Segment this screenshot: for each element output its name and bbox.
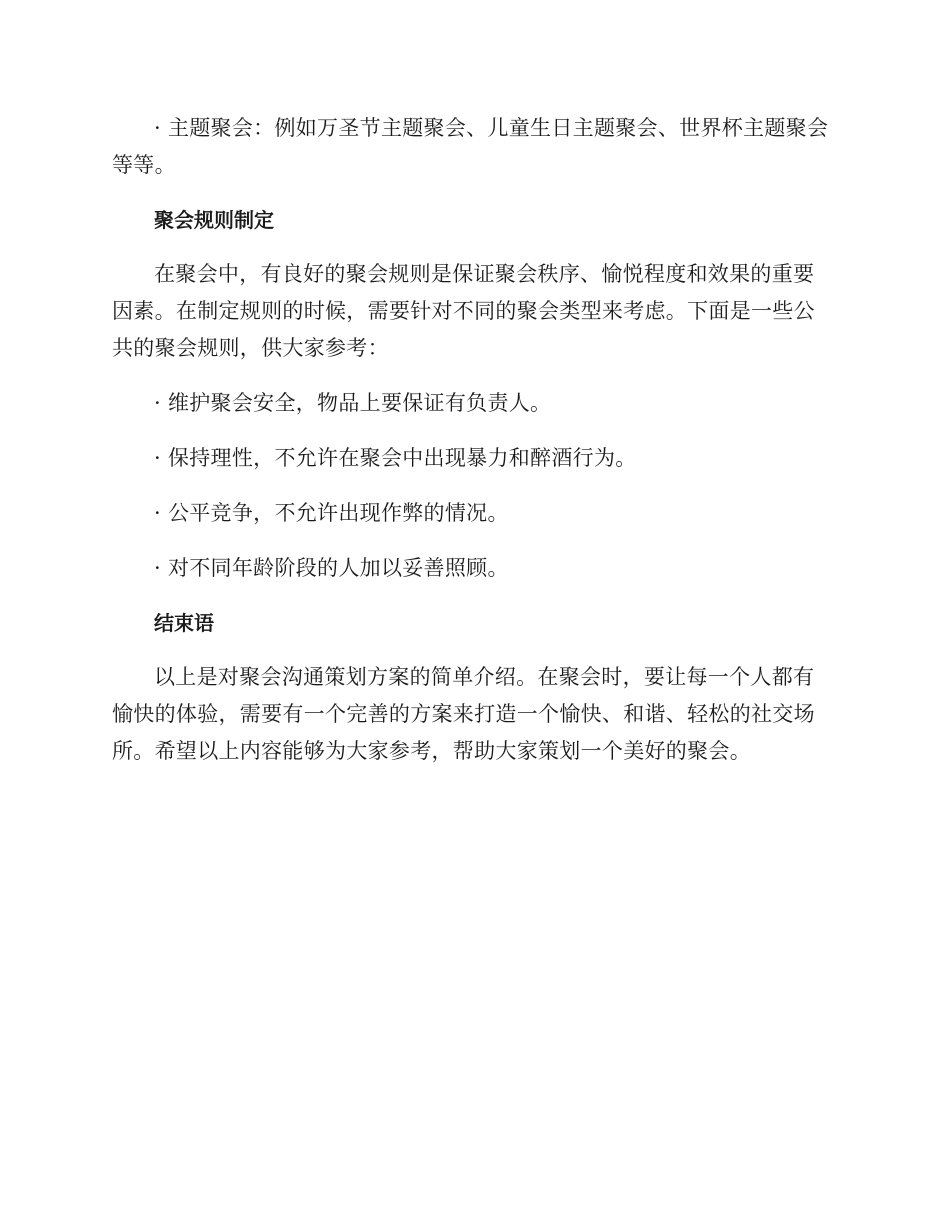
rule-bullet-safety: · 维护聚会安全，物品上要保证有负责人。 [154,391,552,415]
section-heading-conclusion: 结束语 [154,611,214,635]
spacer [112,532,834,550]
rule-bullet-rational: · 保持理性，不允许在聚会中出现暴力和醉酒行为。 [154,446,637,470]
conclusion-paragraph: 以上是对聚会沟通策划方案的简单介绍。在聚会时，要让每一个人都有愉快的体验，需要有一个完善的方案来打造一个愉快、和谐、轻松的社交场所。希望以上内容能够为大家参考，帮助大家策划一个美好的聚会。 [112,665,815,763]
document-body [112,110,834,770]
spacer [112,587,834,605]
rule-bullet-care: · 对不同年龄阶段的人加以妥善照顾。 [154,556,509,580]
section-heading-rules: 聚会规则制定 [154,208,274,232]
rule-bullet-fair: · 公平竞争，不允许出现作弊的情况。 [154,501,509,525]
spacer [112,367,834,385]
rules-paragraph: 在聚会中，有良好的聚会规则是保证聚会秩序、愉悦程度和效果的重要因素。在制定规则的时候，需要针对不同的聚会类型来考虑。下面是一些公共的聚会规则，供大家参考： [112,262,815,360]
spacer [112,238,834,256]
bullet-theme-party: · 主题聚会：例如万圣节主题聚会、儿童生日主题聚会、世界杯主题聚会等等。 [112,116,829,177]
spacer [112,641,834,659]
spacer [112,477,834,495]
spacer [112,422,834,440]
spacer [112,184,834,202]
